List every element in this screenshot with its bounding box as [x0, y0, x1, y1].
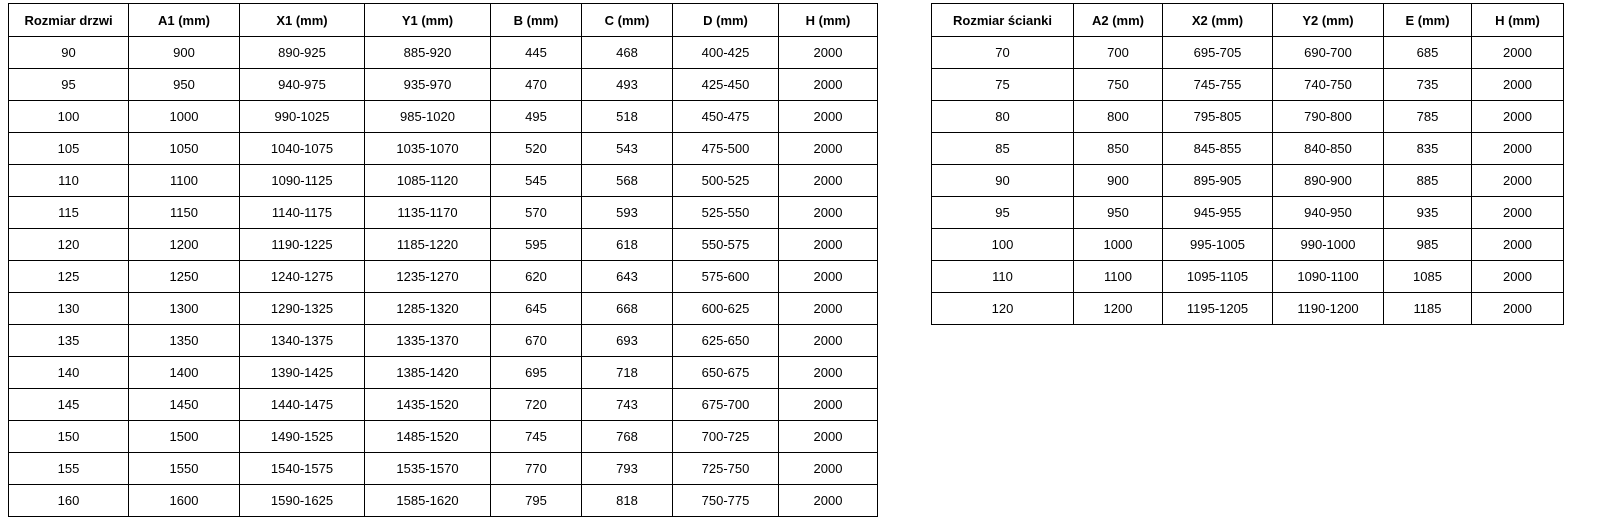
table-cell: 545: [491, 165, 582, 197]
table-row: [9, 421, 878, 453]
table-cell: 795: [491, 485, 582, 517]
table-cell: 935-970: [365, 69, 491, 101]
table-cell: 643: [582, 261, 673, 293]
table-row: [9, 325, 878, 357]
walls-column-header: Rozmiar ścianki: [932, 4, 1074, 37]
table-cell: 520: [491, 133, 582, 165]
table-cell: 2000: [1472, 229, 1564, 261]
table-cell: 595: [491, 229, 582, 261]
table-cell: 1040-1075: [240, 133, 365, 165]
table-cell: 400-425: [673, 37, 779, 69]
table-cell: 768: [582, 421, 673, 453]
table-cell: 2000: [779, 357, 878, 389]
table-cell: 500-525: [673, 165, 779, 197]
table-row: [9, 357, 878, 389]
table-cell: 2000: [779, 421, 878, 453]
doors-dimensions-table: [8, 3, 878, 517]
table-cell: 1335-1370: [365, 325, 491, 357]
table-cell: 130: [9, 293, 129, 325]
table-cell: 2000: [779, 37, 878, 69]
table-cell: 890-925: [240, 37, 365, 69]
table-cell: 645: [491, 293, 582, 325]
table-cell: 2000: [1472, 261, 1564, 293]
table-cell: 2000: [1472, 133, 1564, 165]
table-cell: 80: [932, 101, 1074, 133]
table-cell: 468: [582, 37, 673, 69]
table-cell: 795-805: [1163, 101, 1273, 133]
table-cell: 95: [932, 197, 1074, 229]
table-cell: 1435-1520: [365, 389, 491, 421]
table-cell: 75: [932, 69, 1074, 101]
table-cell: 1440-1475: [240, 389, 365, 421]
table-cell: 750-775: [673, 485, 779, 517]
table-cell: 1235-1270: [365, 261, 491, 293]
table-row: [932, 293, 1564, 325]
table-cell: 690-700: [1273, 37, 1384, 69]
table-cell: 845-855: [1163, 133, 1273, 165]
table-cell: 2000: [779, 325, 878, 357]
table-cell: 2000: [1472, 37, 1564, 69]
doors-column-header: D (mm): [673, 4, 779, 37]
table-cell: 940-975: [240, 69, 365, 101]
table-cell: 793: [582, 453, 673, 485]
table-cell: 568: [582, 165, 673, 197]
table-cell: 160: [9, 485, 129, 517]
walls-table-body: [932, 37, 1564, 325]
table-cell: 1195-1205: [1163, 293, 1273, 325]
table-cell: 2000: [1472, 293, 1564, 325]
table-cell: 85: [932, 133, 1074, 165]
table-cell: 700-725: [673, 421, 779, 453]
table-cell: 700: [1074, 37, 1163, 69]
walls-column-header: A2 (mm): [1074, 4, 1163, 37]
table-cell: 70: [932, 37, 1074, 69]
table-cell: 550-575: [673, 229, 779, 261]
table-cell: 1095-1105: [1163, 261, 1273, 293]
table-cell: 1600: [129, 485, 240, 517]
table-header-row: [9, 4, 878, 37]
table-cell: 95: [9, 69, 129, 101]
table-header-row: [932, 4, 1564, 37]
table-row: [9, 197, 878, 229]
table-cell: 985: [1384, 229, 1472, 261]
walls-dimensions-table: [931, 3, 1564, 325]
table-cell: 1290-1325: [240, 293, 365, 325]
table-cell: 120: [932, 293, 1074, 325]
table-cell: 100: [9, 101, 129, 133]
table-cell: 1390-1425: [240, 357, 365, 389]
table-row: [9, 293, 878, 325]
table-cell: 575-600: [673, 261, 779, 293]
table-cell: 2000: [779, 69, 878, 101]
doors-column-header: Y1 (mm): [365, 4, 491, 37]
table-cell: 1500: [129, 421, 240, 453]
table-cell: 2000: [779, 197, 878, 229]
table-cell: 1185: [1384, 293, 1472, 325]
table-cell: 2000: [779, 453, 878, 485]
table-cell: 750: [1074, 69, 1163, 101]
table-cell: 445: [491, 37, 582, 69]
table-cell: 885: [1384, 165, 1472, 197]
table-cell: 470: [491, 69, 582, 101]
table-cell: 725-750: [673, 453, 779, 485]
table-cell: 990-1000: [1273, 229, 1384, 261]
table-cell: 625-650: [673, 325, 779, 357]
table-cell: 475-500: [673, 133, 779, 165]
table-cell: 1300: [129, 293, 240, 325]
doors-table-header: [9, 4, 878, 37]
table-cell: 493: [582, 69, 673, 101]
table-row: [9, 37, 878, 69]
table-cell: 1550: [129, 453, 240, 485]
table-cell: 675-700: [673, 389, 779, 421]
walls-column-header: Y2 (mm): [1273, 4, 1384, 37]
table-cell: 1350: [129, 325, 240, 357]
table-row: [932, 165, 1564, 197]
table-cell: 745-755: [1163, 69, 1273, 101]
table-cell: 1340-1375: [240, 325, 365, 357]
table-cell: 425-450: [673, 69, 779, 101]
table-cell: 1140-1175: [240, 197, 365, 229]
table-cell: 1185-1220: [365, 229, 491, 261]
table-cell: 1135-1170: [365, 197, 491, 229]
table-cell: 120: [9, 229, 129, 261]
table-cell: 1000: [129, 101, 240, 133]
table-cell: 720: [491, 389, 582, 421]
table-cell: 1085-1120: [365, 165, 491, 197]
table-cell: 105: [9, 133, 129, 165]
table-cell: 125: [9, 261, 129, 293]
table-row: [932, 261, 1564, 293]
table-cell: 1035-1070: [365, 133, 491, 165]
table-cell: 1000: [1074, 229, 1163, 261]
table-cell: 1450: [129, 389, 240, 421]
table-cell: 1150: [129, 197, 240, 229]
table-cell: 2000: [779, 133, 878, 165]
table-cell: 2000: [779, 485, 878, 517]
table-row: [932, 37, 1564, 69]
table-cell: 1485-1520: [365, 421, 491, 453]
doors-column-header: Rozmiar drzwi: [9, 4, 129, 37]
table-cell: 785: [1384, 101, 1472, 133]
table-cell: 835: [1384, 133, 1472, 165]
table-cell: 2000: [779, 389, 878, 421]
table-cell: 840-850: [1273, 133, 1384, 165]
table-row: [9, 229, 878, 261]
table-cell: 885-920: [365, 37, 491, 69]
table-row: [9, 485, 878, 517]
table-cell: 1090-1125: [240, 165, 365, 197]
walls-table-header: [932, 4, 1564, 37]
table-cell: 1090-1100: [1273, 261, 1384, 293]
table-row: [9, 165, 878, 197]
table-cell: 2000: [779, 101, 878, 133]
table-row: [932, 101, 1564, 133]
table-cell: 745: [491, 421, 582, 453]
table-cell: 1200: [1074, 293, 1163, 325]
table-cell: 693: [582, 325, 673, 357]
table-cell: 818: [582, 485, 673, 517]
table-cell: 2000: [1472, 165, 1564, 197]
table-row: [9, 389, 878, 421]
table-cell: 800: [1074, 101, 1163, 133]
table-cell: 1100: [1074, 261, 1163, 293]
table-cell: 740-750: [1273, 69, 1384, 101]
table-cell: 110: [9, 165, 129, 197]
walls-column-header: X2 (mm): [1163, 4, 1273, 37]
table-row: [9, 69, 878, 101]
table-cell: 100: [932, 229, 1074, 261]
table-cell: 685: [1384, 37, 1472, 69]
table-cell: 1285-1320: [365, 293, 491, 325]
table-cell: 900: [129, 37, 240, 69]
table-row: [932, 133, 1564, 165]
table-cell: 1540-1575: [240, 453, 365, 485]
table-cell: 718: [582, 357, 673, 389]
table-cell: 850: [1074, 133, 1163, 165]
doors-table-body: [9, 37, 878, 517]
table-cell: 1590-1625: [240, 485, 365, 517]
table-cell: 995-1005: [1163, 229, 1273, 261]
table-cell: 2000: [1472, 197, 1564, 229]
table-row: [9, 453, 878, 485]
table-cell: 1190-1200: [1273, 293, 1384, 325]
table-cell: 2000: [779, 229, 878, 261]
table-cell: 2000: [779, 293, 878, 325]
table-cell: 668: [582, 293, 673, 325]
table-cell: 150: [9, 421, 129, 453]
table-row: [9, 133, 878, 165]
doors-column-header: H (mm): [779, 4, 878, 37]
table-cell: 618: [582, 229, 673, 261]
table-cell: 90: [932, 165, 1074, 197]
table-cell: 790-800: [1273, 101, 1384, 133]
table-cell: 890-900: [1273, 165, 1384, 197]
table-cell: 650-675: [673, 357, 779, 389]
table-cell: 743: [582, 389, 673, 421]
table-cell: 1585-1620: [365, 485, 491, 517]
table-cell: 495: [491, 101, 582, 133]
table-cell: 670: [491, 325, 582, 357]
table-cell: 518: [582, 101, 673, 133]
table-cell: 940-950: [1273, 197, 1384, 229]
table-cell: 2000: [1472, 69, 1564, 101]
table-cell: 935: [1384, 197, 1472, 229]
doors-column-header: C (mm): [582, 4, 673, 37]
table-row: [932, 197, 1564, 229]
table-cell: 1200: [129, 229, 240, 261]
table-cell: 525-550: [673, 197, 779, 229]
doors-column-header: A1 (mm): [129, 4, 240, 37]
table-cell: 1490-1525: [240, 421, 365, 453]
table-cell: 450-475: [673, 101, 779, 133]
table-cell: 570: [491, 197, 582, 229]
table-cell: 1385-1420: [365, 357, 491, 389]
table-cell: 140: [9, 357, 129, 389]
table-cell: 135: [9, 325, 129, 357]
table-cell: 770: [491, 453, 582, 485]
table-cell: 900: [1074, 165, 1163, 197]
table-cell: 543: [582, 133, 673, 165]
table-cell: 695-705: [1163, 37, 1273, 69]
table-row: [932, 229, 1564, 261]
walls-column-header: H (mm): [1472, 4, 1564, 37]
table-cell: 620: [491, 261, 582, 293]
table-cell: 950: [1074, 197, 1163, 229]
table-cell: 1250: [129, 261, 240, 293]
doors-column-header: X1 (mm): [240, 4, 365, 37]
table-cell: 1400: [129, 357, 240, 389]
doors-column-header: B (mm): [491, 4, 582, 37]
table-cell: 2000: [779, 261, 878, 293]
table-cell: 110: [932, 261, 1074, 293]
table-cell: 945-955: [1163, 197, 1273, 229]
table-cell: 1085: [1384, 261, 1472, 293]
table-cell: 1190-1225: [240, 229, 365, 261]
table-cell: 990-1025: [240, 101, 365, 133]
table-cell: 593: [582, 197, 673, 229]
table-cell: 90: [9, 37, 129, 69]
table-cell: 2000: [779, 165, 878, 197]
table-cell: 695: [491, 357, 582, 389]
table-cell: 950: [129, 69, 240, 101]
doors-table-container: [8, 3, 878, 517]
table-cell: 600-625: [673, 293, 779, 325]
walls-table-container: [931, 3, 1564, 325]
table-cell: 735: [1384, 69, 1472, 101]
table-cell: 985-1020: [365, 101, 491, 133]
table-cell: 1535-1570: [365, 453, 491, 485]
table-row: [9, 261, 878, 293]
table-cell: 115: [9, 197, 129, 229]
walls-column-header: E (mm): [1384, 4, 1472, 37]
table-cell: 155: [9, 453, 129, 485]
table-cell: 1050: [129, 133, 240, 165]
table-row: [932, 69, 1564, 101]
table-row: [9, 101, 878, 133]
table-cell: 1240-1275: [240, 261, 365, 293]
table-cell: 895-905: [1163, 165, 1273, 197]
table-cell: 2000: [1472, 101, 1564, 133]
table-cell: 1100: [129, 165, 240, 197]
table-cell: 145: [9, 389, 129, 421]
